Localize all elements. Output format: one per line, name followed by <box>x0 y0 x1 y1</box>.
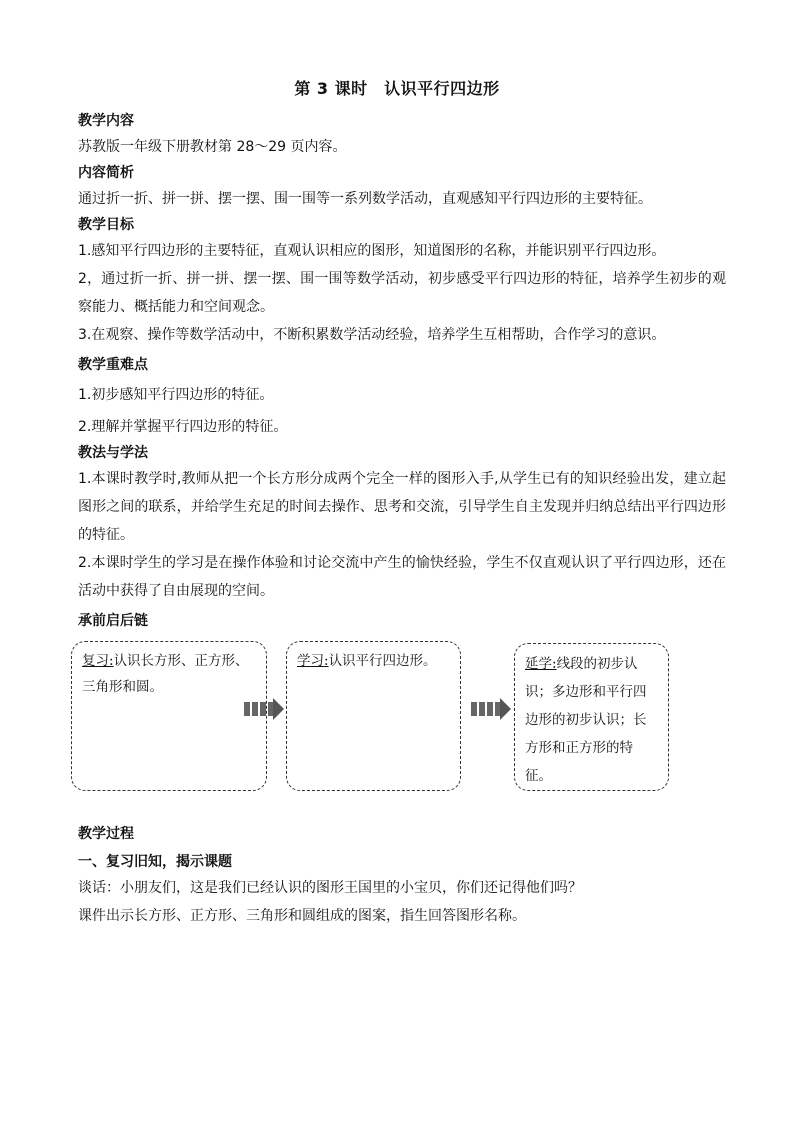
learn-text: 认识平行四边形。 <box>328 653 437 669</box>
content-summary-text: 通过折一折、拼一拼、摆一摆、围一围等一系列数学活动，直观感知平行四边形的主要特征。 <box>78 191 652 207</box>
lesson-chain-diagram <box>78 637 726 812</box>
heading-lesson-chain: 承前启后链 <box>78 613 148 629</box>
learn-box <box>286 641 461 791</box>
extend-tag: 延学: <box>525 656 557 672</box>
goal-item: 2，通过折一折、拼一拼、摆一摆、围一围等数学活动，初步感受平行四边形的特征，培养学生初步的观察能力、概括能力和空间观念。 <box>78 271 726 315</box>
heading-teaching-process: 教学过程 <box>78 826 134 842</box>
learn-tag: 学习: <box>297 653 329 669</box>
goal-item: 1.感知平行四边形的主要特征，直观认识相应的图形，知道图形的名称，并能识别平行四边形。 <box>78 243 666 259</box>
heading-teaching-content: 教学内容 <box>78 113 134 129</box>
review-text: 认识长方形、正方形、三角形和圆。 <box>82 653 249 695</box>
review-tag: 复习: <box>82 653 114 669</box>
arrow-icon <box>471 698 511 720</box>
arrow-icon <box>244 698 284 720</box>
page-title: 第 3 课时 认识平行四边形 <box>294 79 500 98</box>
key-point-item: 1.初步感知平行四边形的特征。 <box>78 387 274 403</box>
heading-content-summary: 内容简析 <box>78 165 134 181</box>
process-line: 谈话：小朋友们，这是我们已经认识的图形王国里的小宝贝，你们还记得他们吗？ <box>78 880 582 896</box>
extend-box <box>514 643 669 791</box>
method-item: 1.本课时教学时,教师从把一个长方形分成两个完全一样的图形入手,从学生已有的知识经验出发，建立起图形之间的联系，并给学生充足的时间去操作、思考和交流，引导学生自主发现并归纳总结出平行四边形的特征。 <box>78 471 726 543</box>
review-box <box>71 641 267 791</box>
teaching-content-text: 苏教版一年级下册教材第 28～29 页内容。 <box>78 139 347 155</box>
key-point-item: 2.理解并掌握平行四边形的特征。 <box>78 419 288 435</box>
method-item: 2.本课时学生的学习是在操作体验和讨论交流中产生的愉快经验，学生不仅直观认识了平行四边形，还在活动中获得了自由展现的空间。 <box>78 555 726 599</box>
process-line: 课件出示长方形、正方形、三角形和圆组成的图案，指生回答图形名称。 <box>78 908 526 924</box>
heading-key-points: 教学重难点 <box>78 357 148 373</box>
document-body <box>78 109 726 930</box>
goal-item: 3.在观察、操作等数学活动中，不断积累数学活动经验，培养学生互相帮助，合作学习的意识。 <box>78 327 666 343</box>
step1-heading: 一、复习旧知，揭示课题 <box>78 854 232 870</box>
heading-methods: 教法与学法 <box>78 445 148 461</box>
heading-teaching-goals: 教学目标 <box>78 217 134 233</box>
extend-text: 线段的初步认识；多边形和平行四边形的初步认识；长方形和正方形的特征。 <box>525 656 647 784</box>
